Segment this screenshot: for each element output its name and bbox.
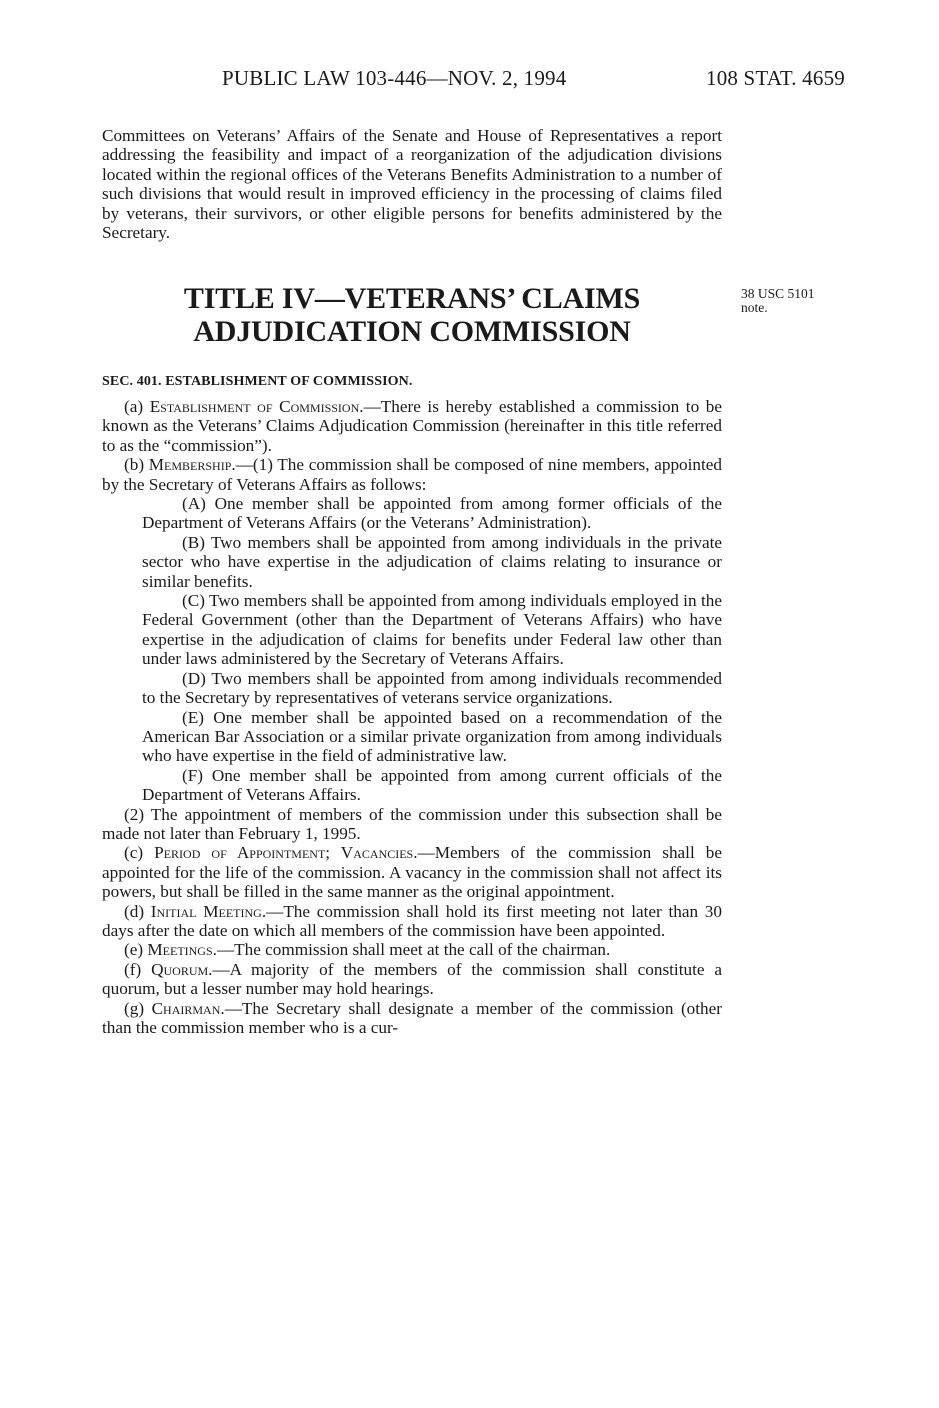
paragraph-g	[102, 999, 722, 1038]
paragraph-c-heading: Period of Appointment; Vacancies.	[154, 843, 418, 863]
paragraph-d	[102, 902, 722, 941]
paragraph-d-text: —The commission shall hold its first meeting not later than 30 days after the date on which all members of the commission have been appointed.	[102, 901, 722, 940]
title-heading	[102, 282, 722, 348]
paragraph-b-B: (B) Two members shall be appointed from among individuals in the private sector who have expertise in the adjudication of claims relating to insurance or similar benefits.	[142, 532, 722, 591]
paragraph-f-heading: Quorum.	[151, 959, 213, 979]
paragraph-b-2: (2) The appointment of members of the commission under this subsection shall be made not later than February 1, 1995.	[102, 804, 722, 843]
paragraph-b-D: (D) Two members shall be appointed from among individuals recommended to the Secretary by representatives of veterans service organizations.	[142, 668, 722, 708]
paragraph-c	[102, 843, 722, 901]
paragraph-b-C: (C) Two members shall be appointed from among individuals employed in the Federal Government (other than the Department of Veterans Affairs) who have expertise in the adjudication of claims for benefits under Federal law other than under laws administered by the Secretary of Veterans Affairs.	[142, 591, 722, 669]
running-header	[0, 66, 939, 96]
paragraph-g-heading: Chairman.	[151, 998, 225, 1018]
margin-note-line-1: 38 USC 5101	[741, 286, 815, 301]
paragraph-f-text: —A majority of the members of the commission shall constitute a quorum, but a lesser number may hold hearings.	[102, 959, 722, 999]
paragraph-g-text: —The Secretary shall designate a member of the commission (other than the commission member who is a cur-	[102, 998, 722, 1037]
paragraph-b-label: (b)	[124, 455, 149, 475]
paragraph-b-F: (F) One member shall be appointed from among current officials of the Department of Veterans Affairs.	[142, 765, 722, 805]
intro-paragraph	[102, 126, 722, 242]
section-heading: SEC. 401. ESTABLISHMENT OF COMMISSION.	[102, 374, 413, 389]
paragraph-d-label: (d)	[124, 901, 151, 921]
paragraph-d-heading: Initial Meeting.	[150, 901, 267, 921]
paragraph-a-heading: Establishment of Commission.	[149, 397, 364, 416]
margin-note-line-2: note.	[741, 300, 768, 315]
paragraph-b-heading: Membership.	[148, 455, 236, 475]
paragraph-b-E: (E) One member shall be appointed based on a recommendation of the American Bar Association or a similar private organization from among individuals who have expertise in the field of administrative law.	[142, 707, 722, 766]
paragraph-b-A: (A) One member shall be appointed from among former officials of the Department of Veterans Affairs (or the Veterans’ Administration).	[142, 494, 722, 533]
header-law-citation: PUBLIC LAW 103-446—NOV. 2, 1994	[222, 66, 567, 90]
paragraph-a	[102, 397, 722, 455]
paragraph-c-label: (c)	[124, 843, 155, 863]
header-page-number: 108 STAT. 4659	[706, 66, 845, 90]
paragraph-a-label: (a)	[124, 397, 150, 416]
paragraph-g-label: (g)	[124, 998, 152, 1018]
paragraph-e-text: —The commission shall meet at the call of the chairman.	[216, 940, 611, 960]
paragraph-a-text: —There is hereby established a commission to be known as the Veterans’ Claims Adjudication Commission (hereinafter in this title referred to as the “commission”).	[102, 397, 722, 455]
paragraph-b	[102, 455, 722, 494]
paragraph-c-text: —Members of the commission shall be appointed for the life of the commission. A vacancy in the commission shall not affect its powers, but shall be filled in the same manner as the original appointment.	[102, 843, 722, 902]
paragraph-e	[102, 940, 722, 959]
paragraph-f	[102, 960, 722, 999]
paragraph-e-heading: Meetings.	[147, 940, 217, 960]
paragraph-e-label: (e)	[124, 940, 148, 960]
title-line-1: TITLE IV—VETERANS’ CLAIMS	[183, 282, 641, 315]
margin-note	[741, 287, 881, 315]
section-body	[102, 397, 722, 1037]
intro-text: Committees on Veterans’ Affairs of the Senate and House of Representatives a report addressing the feasibility and impact of a reorganization of the adjudication divisions located within the regional offices of the Veterans Benefits Administration to a number of such divisions that would result in improved efficiency in the processing of claims filed by veterans, their survivors, or other eligible persons for benefits administered by the Secretary.	[102, 126, 722, 243]
title-line-2: ADJUDICATION COMMISSION	[193, 315, 631, 348]
paragraph-b-text: —(1) The commission shall be composed of nine members, appointed by the Secretary of Veterans Affairs as follows:	[102, 455, 723, 494]
paragraph-f-label: (f)	[124, 959, 152, 979]
